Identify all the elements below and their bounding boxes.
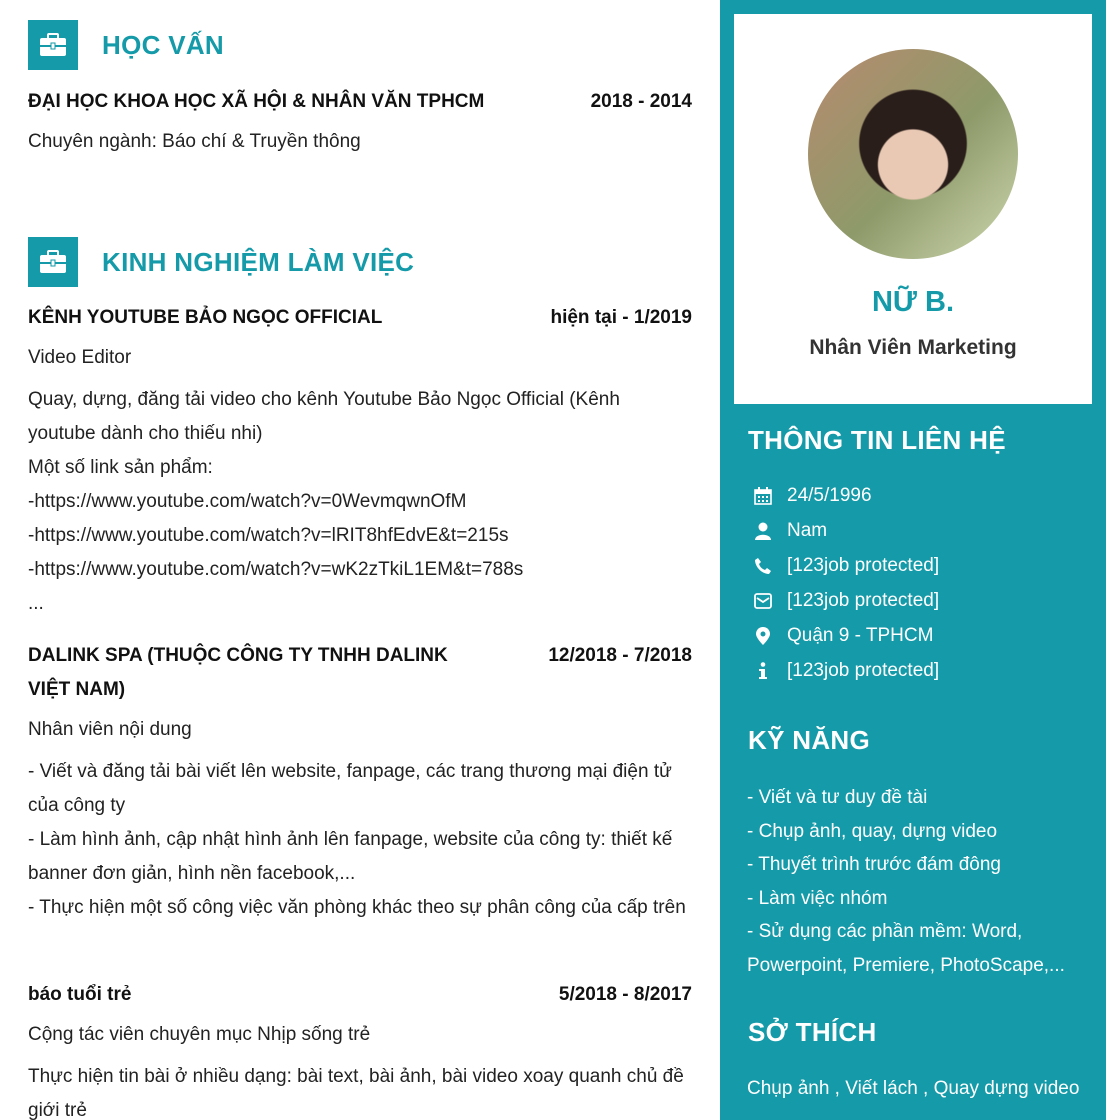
- education-date: 2018 - 2014: [590, 91, 692, 112]
- job-date: hiện tại - 1/2019: [550, 307, 692, 328]
- contact-list: [752, 478, 1092, 688]
- contact-value: Nam: [787, 519, 828, 541]
- experience-entry: [28, 639, 692, 925]
- contact-value: 24/5/1996: [787, 484, 872, 506]
- skills-list: - Viết và tư duy đề tài - Chụp ảnh, quay, dựng video - Thuyết trình trước đám đông - Làm việc nhóm - Sử dụng các phần mềm: Word, Powerpoint, Premiere, PhotoScape,...: [747, 787, 1065, 976]
- profile-card: [734, 14, 1092, 404]
- hobbies-title: SỞ THÍCH: [748, 1017, 877, 1047]
- school-name: ĐẠI HỌC KHOA HỌC XÃ HỘI & NHÂN VĂN TPHCM: [28, 91, 485, 112]
- sidebar: [720, 0, 1106, 1120]
- job-role: Nhân viên nội dung: [28, 719, 192, 740]
- job-date: 12/2018 - 7/2018: [548, 645, 692, 666]
- contact-gender: [752, 513, 1092, 548]
- location-icon: [752, 625, 774, 647]
- contact-value: [123job protected]: [787, 589, 940, 611]
- contact-phone: [752, 548, 1092, 583]
- education-entry: [28, 85, 692, 159]
- education-title: HỌC VẤN: [102, 29, 224, 60]
- briefcase-icon: [28, 20, 78, 70]
- briefcase-icon: [28, 237, 78, 287]
- job-role: Video Editor: [28, 347, 132, 368]
- experience-entry: [28, 301, 692, 621]
- job-description: Thực hiện tin bài ở nhiều dạng: bài text, bài ảnh, bài video xoay quanh chủ đề giới trẻ: [28, 1066, 684, 1120]
- info-icon: [752, 660, 774, 682]
- job-description: - Viết và đăng tải bài viết lên website, fanpage, các trang thương mại điện tử của công ty - Làm hình ảnh, cập nhật hình ảnh lên fanpage, website của công ty: thiết kế banner đơn giản, hình nền facebook,... - Thực hiện một số công việc văn phòng khác theo sự phân công của cấp trên: [28, 761, 686, 918]
- profile-name: NỮ B.: [871, 286, 955, 318]
- experience-section-header: [28, 237, 414, 287]
- calendar-icon: [752, 485, 774, 507]
- company-name: báo tuổi trẻ: [28, 984, 132, 1005]
- avatar: [808, 49, 1018, 259]
- contact-location: [752, 618, 1092, 653]
- skills-title: KỸ NĂNG: [748, 725, 870, 755]
- user-icon: [752, 520, 774, 542]
- contact-info: [752, 653, 1092, 688]
- company-name: KÊNH YOUTUBE BẢO NGỌC OFFICIAL: [28, 307, 383, 328]
- contact-birthday: [752, 478, 1092, 513]
- education-section-header: [28, 20, 224, 70]
- profile-job-title: Nhân Viên Marketing: [809, 336, 1017, 359]
- contact-value: [123job protected]: [787, 659, 940, 681]
- hobbies-text: Chụp ảnh , Viết lách , Quay dựng video: [747, 1078, 1080, 1099]
- experience-entry: [28, 978, 692, 1120]
- major: Chuyên ngành: Báo chí & Truyền thông: [28, 131, 361, 152]
- job-role: Cộng tác viên chuyên mục Nhịp sống trẻ: [28, 1024, 371, 1045]
- main-column: [28, 0, 692, 1120]
- contact-value: Quận 9 - TPHCM: [787, 624, 934, 646]
- job-date: 5/2018 - 8/2017: [558, 984, 692, 1005]
- company-name: DALINK SPA (THUỘC CÔNG TY TNHH DALINK VIỆT NAM): [28, 645, 448, 700]
- job-description: Quay, dựng, đăng tải video cho kênh Youtube Bảo Ngọc Official (Kênh youtube dành cho thiếu nhi) Một số link sản phẩm: -https://www.youtube.com/watch?v=0WevmqwnOfM -https://www.youtube.com/watch?v=lRIT8hfEdvE&t=215s -https://www.youtube.com/watch?v=wK2zTkiL1EM&t=788s ...: [28, 389, 620, 614]
- experience-title: KINH NGHIỆM LÀM VIỆC: [102, 246, 415, 277]
- contact-value: [123job protected]: [787, 554, 940, 576]
- phone-icon: [752, 555, 774, 577]
- contact-title: THÔNG TIN LIÊN HỆ: [748, 425, 1006, 455]
- contact-email: [752, 583, 1092, 618]
- email-icon: [752, 590, 774, 612]
